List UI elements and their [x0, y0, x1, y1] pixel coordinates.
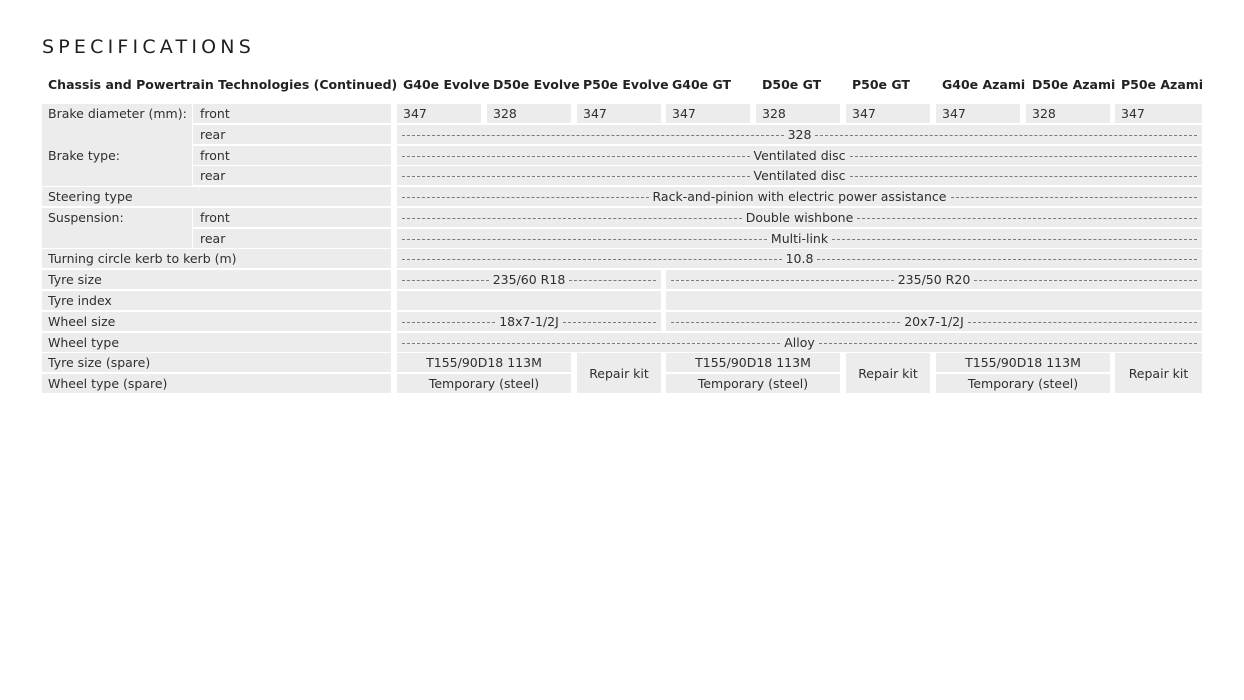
model-header: P50e Azami: [1121, 77, 1204, 92]
brake-front-value: 347: [936, 104, 1020, 123]
model-header: P50e Evolve: [583, 77, 669, 92]
brake-rear-value: 328: [397, 125, 1202, 144]
spare-wheel-type-value: Temporary (steel): [666, 374, 840, 393]
turning-circle-value: 10.8: [397, 249, 1202, 268]
row-label-tyre-size: Tyre size: [42, 270, 391, 289]
brake-front-value: 347: [577, 104, 661, 123]
wheel-size-gt-azami-value: 20x7-1/2J: [666, 312, 1202, 331]
tyre-index-gt-azami-value: [666, 291, 1202, 310]
row-label-steering-type: Steering type: [42, 187, 391, 206]
wheel-type-value: Alloy: [397, 333, 1202, 352]
row-label-wheel-size: Wheel size: [42, 312, 391, 331]
tyre-index-evolve-value: [397, 291, 661, 310]
spare-tyre-size-value: T155/90D18 113M: [666, 353, 840, 372]
page-title: SPECIFICATIONS: [42, 36, 255, 58]
suspension-front-value: Double wishbone: [397, 208, 1202, 227]
brake-front-value: 328: [1026, 104, 1110, 123]
row-label-tyre-index: Tyre index: [42, 291, 391, 310]
brake-front-value: 328: [487, 104, 571, 123]
repair-kit-value: Repair kit: [846, 353, 930, 393]
spare-wheel-type-value: Temporary (steel): [397, 374, 571, 393]
model-header: G40e Azami: [942, 77, 1026, 92]
model-header: P50e GT: [852, 77, 910, 92]
model-header: D50e Azami: [1032, 77, 1116, 92]
section-heading: Chassis and Powertrain Technologies (Continued): [48, 77, 398, 92]
model-header: G40e Evolve: [403, 77, 490, 92]
steering-type-value: Rack-and-pinion with electric power assistance: [397, 187, 1202, 206]
brake-front-value: 328: [756, 104, 840, 123]
row-label-brake-type: Brake type:: [42, 146, 192, 186]
row-label-suspension: Suspension:: [42, 208, 192, 248]
row-sublabel-front: front: [193, 146, 391, 165]
row-label-wheel-type-spare: Wheel type (spare): [42, 374, 391, 393]
model-header: D50e Evolve: [493, 77, 580, 92]
row-sublabel-rear: rear: [193, 166, 391, 185]
spare-tyre-size-value: T155/90D18 113M: [936, 353, 1110, 372]
spare-tyre-size-value: T155/90D18 113M: [397, 353, 571, 372]
brake-front-value: 347: [1115, 104, 1202, 123]
brake-type-rear-value: Ventilated disc: [397, 166, 1202, 185]
row-sublabel-front: front: [193, 104, 391, 123]
model-header: G40e GT: [672, 77, 732, 92]
tyre-size-gt-azami-value: 235/50 R20: [666, 270, 1202, 289]
model-header: D50e GT: [762, 77, 822, 92]
repair-kit-value: Repair kit: [1115, 353, 1202, 393]
brake-front-value: 347: [846, 104, 930, 123]
suspension-rear-value: Multi-link: [397, 229, 1202, 248]
brake-front-value: 347: [666, 104, 750, 123]
row-label-wheel-type: Wheel type: [42, 333, 391, 352]
brake-type-front-value: Ventilated disc: [397, 146, 1202, 165]
row-sublabel-front: front: [193, 208, 391, 227]
row-label-tyre-size-spare: Tyre size (spare): [42, 353, 391, 372]
brake-front-value: 347: [397, 104, 481, 123]
repair-kit-value: Repair kit: [577, 353, 661, 393]
row-sublabel-rear: rear: [193, 229, 391, 248]
tyre-size-evolve-value: 235/60 R18: [397, 270, 661, 289]
row-sublabel-rear: rear: [193, 125, 391, 144]
spare-wheel-type-value: Temporary (steel): [936, 374, 1110, 393]
wheel-size-evolve-value: 18x7-1/2J: [397, 312, 661, 331]
row-label-turning-circle: Turning circle kerb to kerb (m): [42, 249, 391, 268]
row-label-brake-diameter: Brake diameter (mm):: [42, 104, 192, 165]
